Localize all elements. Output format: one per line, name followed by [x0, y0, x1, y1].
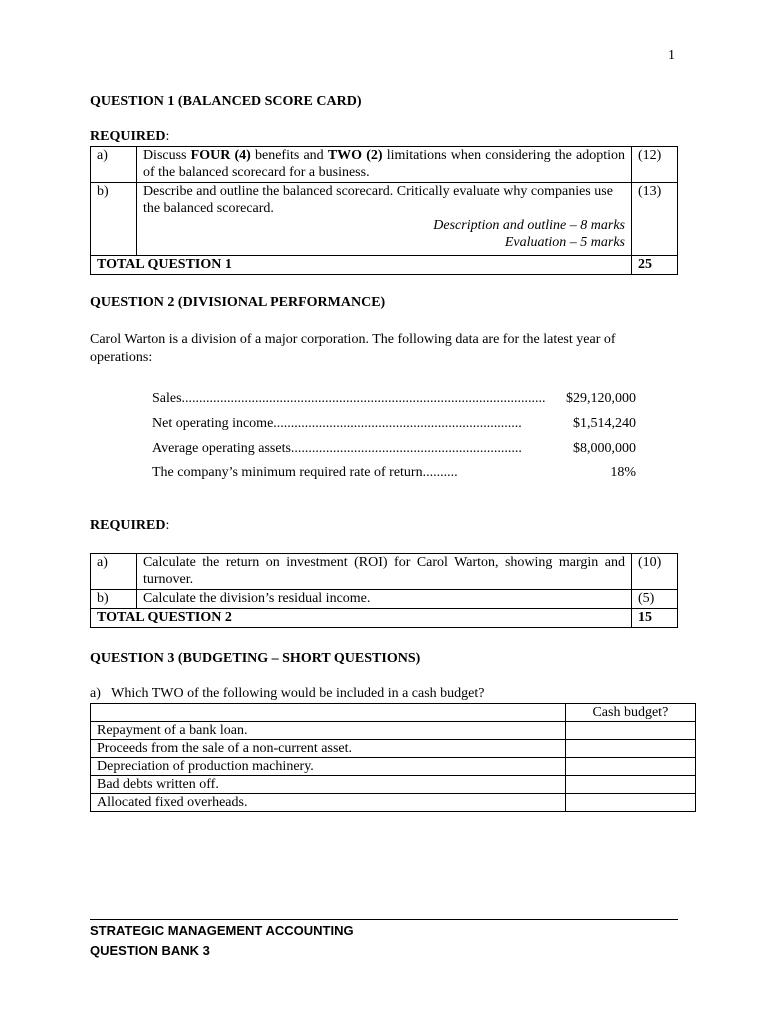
item-label: Allocated fixed overheads.: [91, 794, 566, 812]
total-label: TOTAL QUESTION 2: [91, 609, 632, 628]
row-marks: (10): [632, 554, 678, 590]
item-label: Depreciation of production machinery.: [91, 758, 566, 776]
table-row: [91, 590, 678, 609]
table-row: [91, 147, 678, 183]
data-line-average-operating-assets: [152, 441, 636, 461]
item-label: Bad debts written off.: [91, 776, 566, 794]
data-value: $29,120,000: [566, 391, 636, 406]
row-label: a): [91, 554, 137, 590]
data-label: Sales........................................................................................................: [152, 391, 546, 406]
table-row: [91, 758, 696, 776]
row-description: Describe and outline the balanced scorecard. Critically evaluate why companies use the balanced scorecard.: [142, 184, 613, 216]
answer-cell[interactable]: [565, 758, 695, 776]
table-row: [91, 776, 696, 794]
q3-table: [90, 703, 696, 812]
page-number: 1: [668, 48, 675, 63]
header-empty-cell: [91, 704, 566, 722]
data-label: Net operating income.......................................................................: [152, 416, 522, 431]
footer-document-title: QUESTION BANK 3: [90, 943, 210, 958]
data-value: $8,000,000: [573, 441, 636, 456]
row-text: [136, 183, 631, 256]
data-label: Average operating assets..................................................................: [152, 441, 522, 456]
total-label: TOTAL QUESTION 1: [91, 256, 632, 275]
data-line-sales: [152, 391, 636, 411]
item-label: Repayment of a bank loan.: [91, 722, 566, 740]
total-marks: 25: [632, 256, 678, 275]
answer-cell[interactable]: [565, 776, 695, 794]
row-text: Calculate the return on investment (ROI) for Carol Warton, showing margin and turnover.: [136, 554, 631, 590]
total-row: [91, 609, 678, 628]
q1-heading: QUESTION 1 (BALANCED SCORE CARD): [90, 94, 362, 109]
q2-table: [90, 553, 678, 628]
footer-course-title: STRATEGIC MANAGEMENT ACCOUNTING: [90, 923, 354, 938]
row-label: b): [91, 590, 137, 609]
q1-required-label: REQUIRED:: [90, 129, 170, 144]
data-label: The company’s minimum required rate of return..........: [152, 465, 458, 480]
answer-cell[interactable]: [565, 740, 695, 758]
q1-table: [90, 146, 678, 275]
data-value: $1,514,240: [573, 416, 636, 431]
data-line-min-required-return: [152, 465, 636, 485]
data-line-net-operating-income: [152, 416, 636, 436]
row-marks: (5): [632, 590, 678, 609]
answer-cell[interactable]: [565, 794, 695, 812]
footer-divider: [90, 919, 678, 920]
row-label: a): [91, 147, 137, 183]
item-label: Proceeds from the sale of a non-current asset.: [91, 740, 566, 758]
q2-intro: Carol Warton is a division of a major corporation. The following data are for the latest year of operations:: [90, 332, 616, 365]
total-marks: 15: [632, 609, 678, 628]
table-row: [91, 794, 696, 812]
row-text: Calculate the division’s residual income.: [136, 590, 631, 609]
q2-required-label: REQUIRED:: [90, 518, 170, 533]
row-label: b): [91, 183, 137, 256]
answer-cell[interactable]: [565, 722, 695, 740]
q3-heading: QUESTION 3 (BUDGETING – SHORT QUESTIONS): [90, 651, 421, 666]
total-row: [91, 256, 678, 275]
table-row: [91, 740, 696, 758]
q3-question: a) Which TWO of the following would be included in a cash budget?: [90, 686, 485, 701]
data-value: 18%: [610, 465, 636, 480]
row-marks: (12): [632, 147, 678, 183]
table-row: [91, 183, 678, 256]
table-header-row: [91, 704, 696, 722]
table-row: [91, 722, 696, 740]
q2-heading: QUESTION 2 (DIVISIONAL PERFORMANCE): [90, 295, 386, 310]
marks-note-evaluation: Evaluation – 5 marks: [504, 235, 625, 250]
column-header: Cash budget?: [565, 704, 695, 722]
marks-note-description: Description and outline – 8 marks: [433, 218, 625, 233]
row-text: Discuss FOUR (4) benefits and TWO (2) limitations when considering the adoption of the balanced scorecard for a business.: [136, 147, 631, 183]
row-marks: (13): [632, 183, 678, 256]
table-row: [91, 554, 678, 590]
